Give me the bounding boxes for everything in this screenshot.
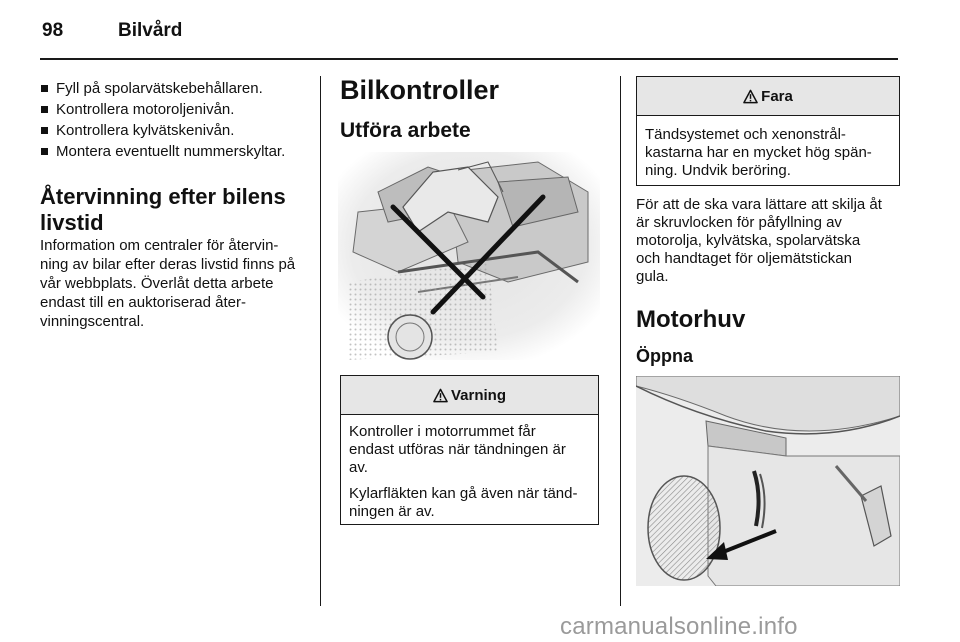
list-item: Kontrollera kylvätskenivån. [40, 120, 310, 141]
subsection-heading: Öppna [636, 346, 693, 366]
recycling-paragraph: Information om centraler för återvin- ning av bilar efter deras livstid finns på vår webbplats. Överlåt detta arbete endast till en auktoriserad åter- vinningscentral. [40, 237, 296, 330]
warning-triangle-icon [433, 388, 448, 403]
warning-text: Kontroller i motorrummet får endast utföras när tändningen är av. Kylarfläkten kan gå även när tänd- ningen är av. [349, 423, 578, 520]
warning-box [340, 375, 599, 525]
engine-illustration [338, 152, 600, 360]
hood-release-illustration [636, 376, 900, 586]
list-item: Montera eventuellt nummerskyltar. [40, 141, 310, 162]
recycling-heading: Återvinning efter bilens livstid [40, 184, 286, 235]
page-number: 98 [42, 20, 64, 41]
task-bullet-list [40, 78, 310, 162]
header-divider [40, 58, 898, 60]
danger-header [637, 77, 899, 116]
list-item: Fyll på spolarvätskebehållaren. [40, 78, 310, 99]
chapter-title: Bilvård [118, 20, 183, 41]
warning-header [341, 376, 598, 415]
section-heading: Bilkontroller [340, 75, 500, 105]
danger-text: Tändsystemet och xenonstrål- kastarna har en mycket hög spän- ning. Undvik beröring. [645, 126, 872, 179]
warning-triangle-icon [743, 89, 758, 104]
watermark: carmanualsonline.info [560, 613, 798, 640]
list-item: Kontrollera motoroljenivån. [40, 99, 310, 120]
column-divider [320, 76, 321, 606]
caps-info-paragraph: För att de ska vara lättare att skilja åt är skruvlocken för påfyllning av motorolja, kylvätska, spolarvätska och handtaget för oljemätstickan gula. [636, 196, 882, 285]
section-heading: Motorhuv [636, 306, 746, 333]
danger-box [636, 76, 900, 186]
warning-title: Varning [450, 386, 506, 404]
subsection-heading: Utföra arbete [340, 119, 471, 142]
danger-title: Fara [761, 87, 793, 105]
column-divider [620, 76, 621, 606]
